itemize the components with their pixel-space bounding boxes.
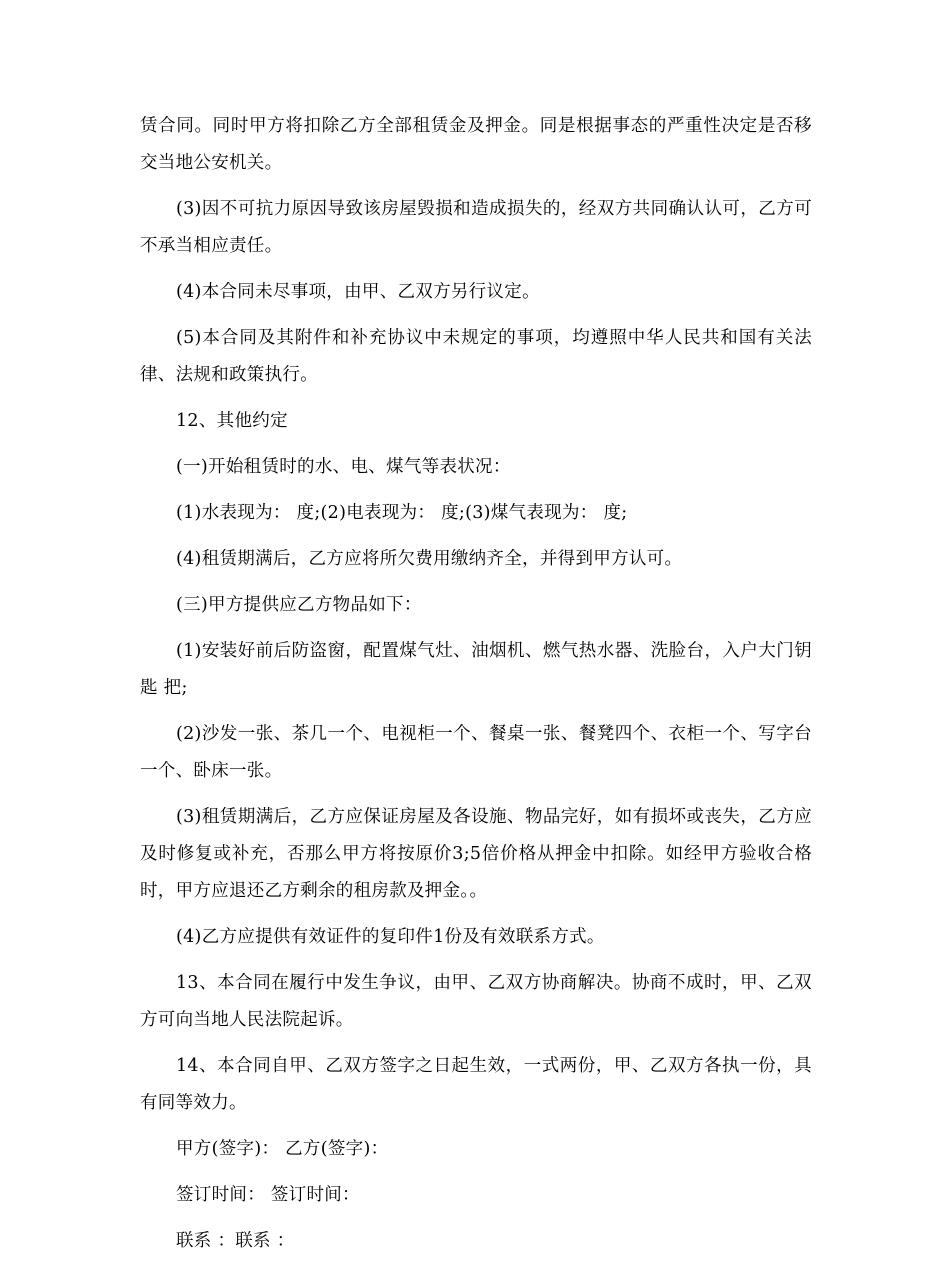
section-heading-12: 12、其他约定 — [176, 411, 288, 431]
section-13: 13、本合同在履行中发生争议，由甲、乙双方协商解决。协商不成时，甲、乙双方可向当地人民法院起诉。 — [140, 973, 812, 1030]
paragraph-item-4: (4)乙方应提供有效证件的复印件1份及有效联系方式。 — [176, 927, 605, 947]
paragraph-meter-readings: (1)水表现为： 度;(2)电表现为： 度;(3)煤气表现为： 度; — [176, 503, 628, 523]
paragraph-meter-status: (一)开始租赁时的水、电、煤气等表状况： — [176, 457, 511, 477]
contact-line: 联系 ：联系 ： — [176, 1231, 295, 1251]
paragraph-item-2: (2)沙发一张、茶几一个、电视柜一个、餐桌一张、餐凳四个、衣柜一个、写字台一个、卧床一张。 — [140, 724, 812, 781]
paragraph-items-heading: (三)甲方提供应乙方物品如下： — [176, 595, 422, 615]
paragraph-force-majeure: (3)因不可抗力原因导致该房屋毁损和造成损失的，经双方共同确认认可，乙方可不承当相应责任。 — [140, 199, 812, 256]
paragraph-item-1: (1)安装好前后防盗窗，配置煤气灶、油烟机、燃气热水器、洗脸台，入户大门钥匙 把; — [140, 641, 812, 698]
sign-date-line: 签订时间： 签订时间： — [176, 1185, 360, 1205]
paragraph-fees-settlement: (4)租赁期满后，乙方应将所欠费用缴纳齐全，并得到甲方认可。 — [176, 549, 683, 569]
paragraph-item-3: (3)租赁期满后，乙方应保证房屋及各设施、物品完好，如有损坏或丧失，乙方应及时修复或补充，否那么甲方将按原价3;5倍价格从押金中扣除。如经甲方验收合格时，甲方应退还乙方剩余的租房款及押金。。 — [140, 807, 812, 901]
paragraph-unfinished-matters: (4)本合同未尽事项，由甲、乙双方另行议定。 — [176, 282, 540, 302]
paragraph-continuation: 赁合同。同时甲方将扣除乙方全部租赁金及押金。同是根据事态的严重性决定是否移交当地公安机关。 — [140, 116, 812, 173]
document-body — [140, 108, 812, 1269]
section-14: 14、本合同自甲、乙双方签字之日起生效，一式两份，甲、乙双方各执一份，具有同等效力。 — [140, 1056, 812, 1113]
paragraph-unregulated-matters: (5)本合同及其附件和补充协议中未规定的事项，均遵照中华人民共和国有关法律、法规和政策执行。 — [140, 328, 812, 385]
signature-line: 甲方(签字)： 乙方(签字)： — [176, 1139, 389, 1159]
